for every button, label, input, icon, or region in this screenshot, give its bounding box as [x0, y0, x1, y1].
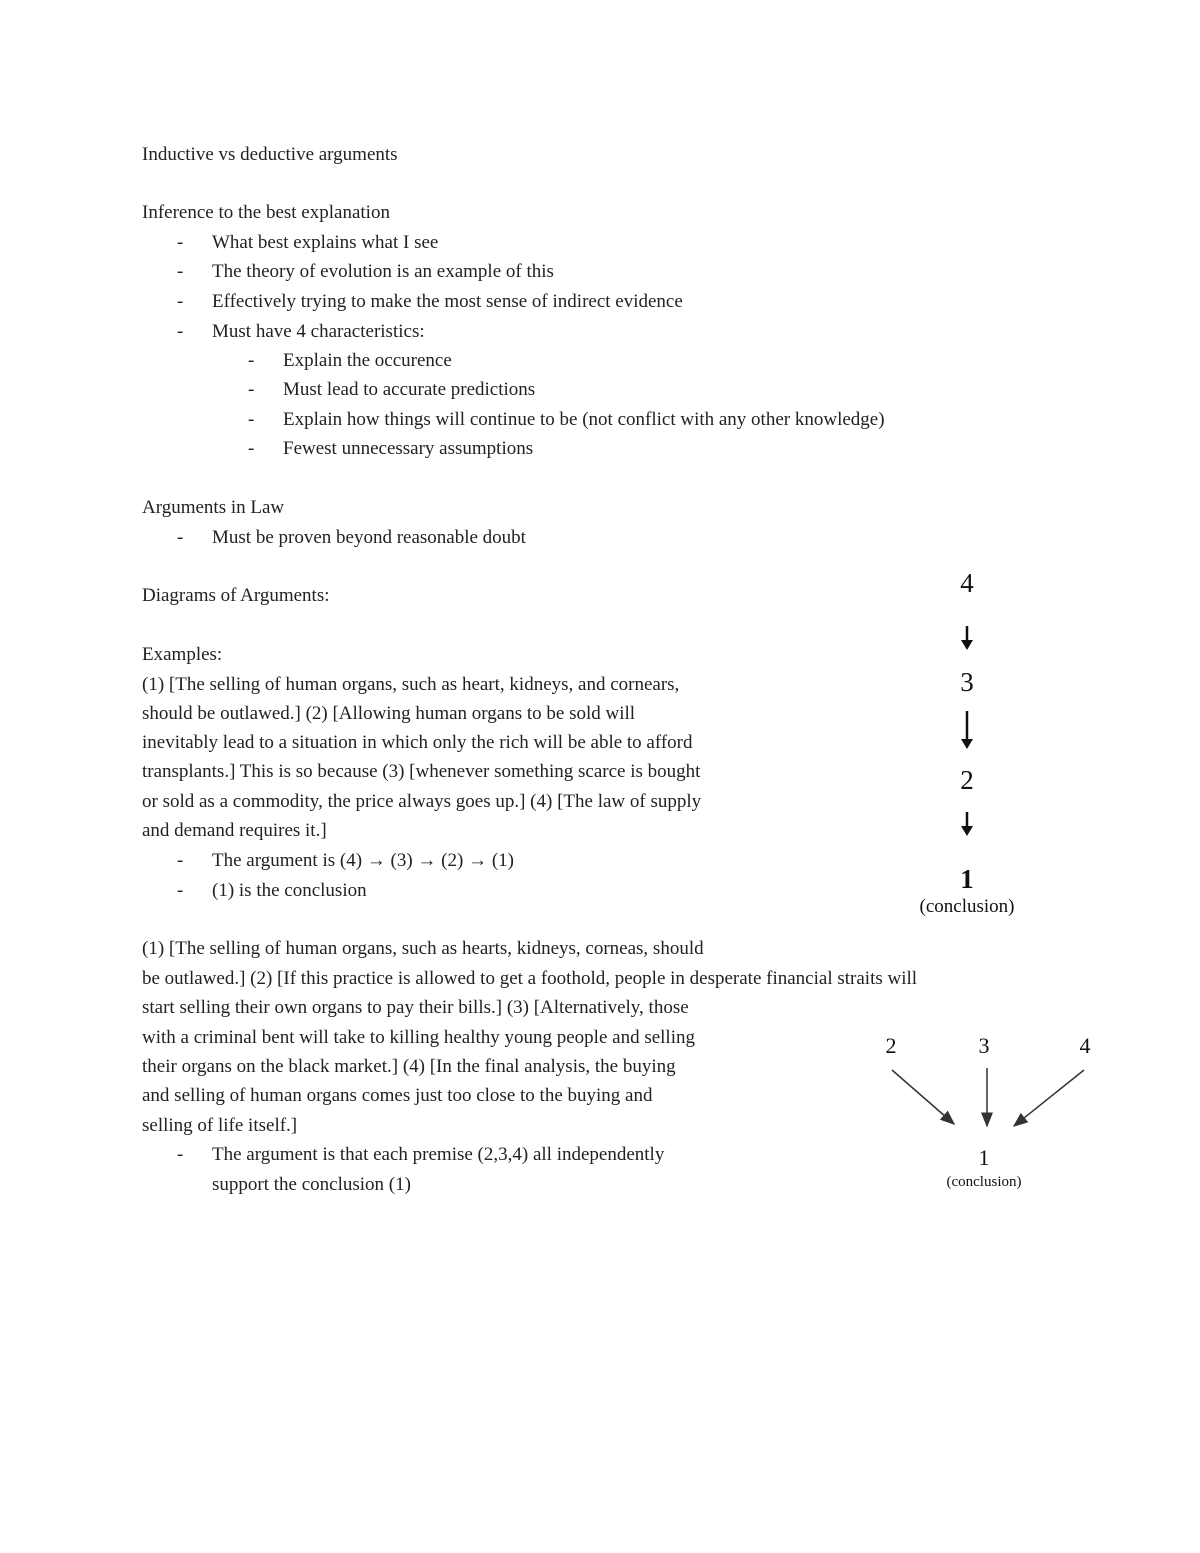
bullet-dash: - — [248, 379, 255, 400]
paragraph-line: (1) [The selling of human organs, such as heart, kidneys, and cornears, — [142, 674, 680, 695]
bullet-dash: - — [177, 850, 184, 871]
paragraph-line: their organs on the black market.] (4) [In the final analysis, the buying — [142, 1056, 676, 1077]
section-heading-law: Arguments in Law — [142, 497, 285, 518]
paragraph-line: selling of life itself.] — [142, 1115, 298, 1136]
diagram-node-4: 4 — [1079, 1033, 1091, 1058]
bullet-dash: - — [177, 321, 184, 342]
down-arrow-icon — [958, 810, 976, 838]
list-item: What best explains what I see — [212, 232, 439, 253]
examples-label: Examples: — [142, 644, 223, 665]
paragraph-line: (1) [The selling of human organs, such as hearts, kidneys, corneas, should — [142, 938, 704, 959]
bullet-dash: - — [248, 409, 255, 430]
list-item: The theory of evolution is an example of this — [212, 261, 554, 282]
bullet-dash: - — [177, 1144, 184, 1165]
diagram-node-4: 4 — [960, 568, 974, 598]
list-item: Fewest unnecessary assumptions — [283, 438, 534, 459]
list-item: Explain how things will continue to be (not conflict with any other knowledge) — [283, 409, 885, 430]
bullet-dash: - — [177, 232, 184, 253]
paragraph-line: and demand requires it.] — [142, 820, 327, 841]
list-item: Effectively trying to make the most sense of indirect evidence — [212, 291, 683, 312]
paragraph-line: inevitably lead to a situation in which only the rich will be able to afford — [142, 732, 693, 753]
bullet-dash: - — [177, 880, 184, 901]
paragraph-line: and selling of human organs comes just too close to the buying and — [142, 1085, 653, 1106]
diagram-node-3: 3 — [960, 667, 974, 697]
page-title: Inductive vs deductive arguments — [142, 144, 398, 165]
down-arrow-icon — [958, 709, 976, 751]
list-item: (1) is the conclusion — [212, 880, 367, 901]
paragraph-line: with a criminal bent will take to killing healthy young people and selling — [142, 1027, 695, 1048]
bullet-dash: - — [248, 438, 255, 459]
list-item: The argument is that each premise (2,3,4) all independently — [212, 1144, 665, 1165]
list-item: Must have 4 characteristics: — [212, 321, 425, 342]
diagram-node-2: 2 — [885, 1033, 897, 1058]
diagram-node-1: 1 — [978, 1145, 990, 1170]
section-heading-ibe: Inference to the best explanation — [142, 202, 390, 223]
paragraph-line: should be outlawed.] (2) [Allowing human organs to be sold will — [142, 703, 636, 724]
list-item: Must be proven beyond reasonable doubt — [212, 527, 526, 548]
paragraph-line: be outlawed.] (2) [If this practice is allowed to get a foothold, people in desperate financial straits will — [142, 968, 918, 989]
diagram-node-1: 1 — [960, 864, 974, 894]
section-heading-diagrams: Diagrams of Arguments: — [142, 585, 330, 606]
paragraph-line: start selling their own organs to pay their bills.] (3) [Alternatively, those — [142, 997, 689, 1018]
bullet-dash: - — [248, 350, 255, 371]
down-arrow-icon — [958, 624, 976, 652]
list-item: The argument is (4) → (3) → (2) → (1) — [212, 850, 514, 871]
bullet-dash: - — [177, 261, 184, 282]
diagram-node-2: 2 — [960, 765, 974, 795]
bullet-dash: - — [177, 527, 184, 548]
list-item-continuation: support the conclusion (1) — [212, 1174, 411, 1195]
bullet-dash: - — [177, 291, 184, 312]
list-item: Must lead to accurate predictions — [283, 379, 536, 400]
conclusion-label: (conclusion) — [946, 1174, 1022, 1190]
list-item: Explain the occurence — [283, 350, 452, 371]
paragraph-line: or sold as a commodity, the price always goes up.] (4) [The law of supply — [142, 791, 702, 812]
paragraph-line: transplants.] This is so because (3) [whenever something scarce is bought — [142, 761, 701, 782]
converging-arrows-icon — [880, 1060, 1100, 1140]
diagram-node-3: 3 — [978, 1033, 990, 1058]
conclusion-label: (conclusion) — [919, 896, 1015, 917]
